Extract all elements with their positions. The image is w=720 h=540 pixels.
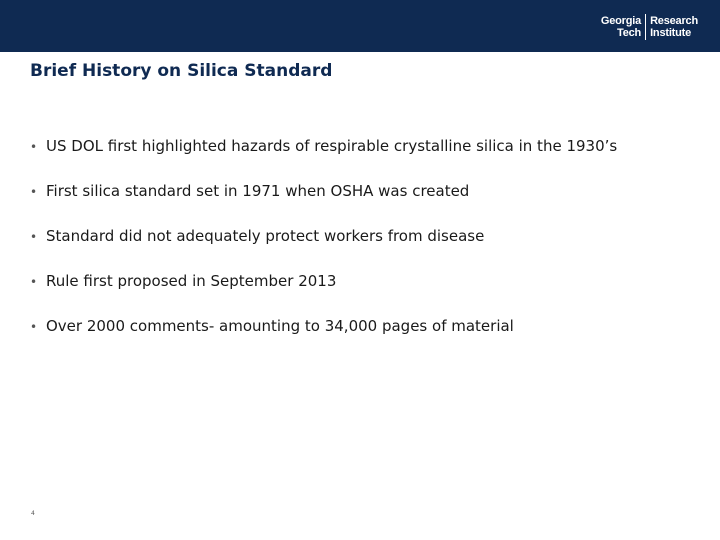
bullet-item <box>30 136 617 181</box>
header-bar <box>0 0 720 52</box>
logo-right-block <box>650 15 698 39</box>
bullet-text: Standard did not adequately protect workers from disease <box>46 227 485 245</box>
page-number: 4 <box>31 510 35 517</box>
bullet-dot-icon: • <box>30 275 38 289</box>
logo-left-block <box>601 15 641 39</box>
bullet-dot-icon: • <box>30 320 38 334</box>
bullet-dot-icon: • <box>30 140 38 154</box>
bullet-dot-icon: • <box>30 230 38 244</box>
slide-title: Brief History on Silica Standard <box>30 61 333 81</box>
bullet-item <box>30 226 617 271</box>
logo-text-tech: Tech <box>617 27 642 39</box>
bullet-list <box>30 136 617 361</box>
logo-text-institute: Institute <box>650 27 692 39</box>
bullet-text: First silica standard set in 1971 when OSHA was created <box>46 182 470 200</box>
bullet-item <box>30 271 617 316</box>
bullet-item <box>30 181 617 226</box>
bullet-text: US DOL first highlighted hazards of respirable crystalline silica in the 1930’s <box>46 137 618 155</box>
bullet-dot-icon: • <box>30 185 38 199</box>
logo-text-georgia: Georgia <box>600 15 642 27</box>
bullet-item <box>30 316 617 361</box>
logo-text-research: Research <box>650 15 698 27</box>
bullet-text: Rule first proposed in September 2013 <box>46 272 337 290</box>
logo-divider <box>645 14 646 40</box>
gtri-logo <box>601 15 698 39</box>
bullet-text: Over 2000 comments- amounting to 34,000 pages of material <box>46 317 514 335</box>
